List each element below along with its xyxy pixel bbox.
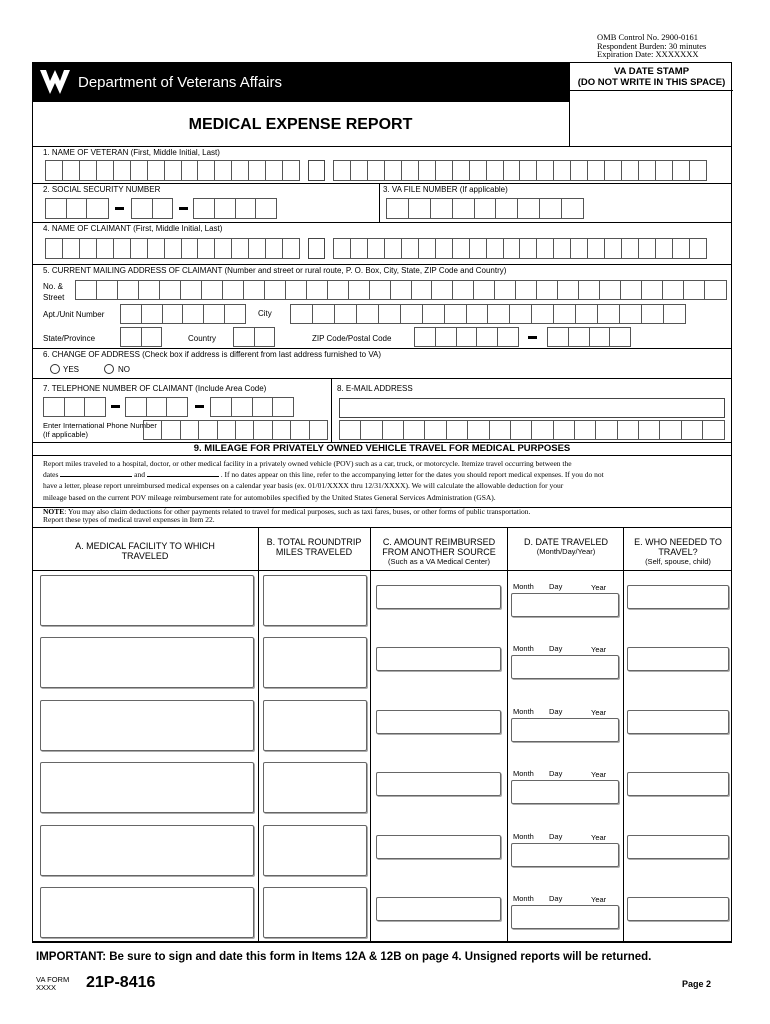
dates-from-blank[interactable] <box>60 476 132 477</box>
phone-prefix-field[interactable] <box>125 397 188 417</box>
zip-label: ZIP Code/Postal Code <box>312 334 392 343</box>
who-traveled-field[interactable] <box>627 585 729 609</box>
apt-unit-label: Apt./Unit Number <box>43 310 105 319</box>
instructions-line-1: Report miles traveled to a hospital, doctor, or other medical facility in a privately owned vehicle (POV) such as a car, truck, or motorcycle. Itemize travel occurring between the <box>43 459 572 468</box>
email-field[interactable] <box>339 420 725 440</box>
va-file-number-field[interactable] <box>386 198 584 219</box>
va-date-stamp-area <box>569 62 732 147</box>
amount-reimbursed-field[interactable] <box>376 585 501 609</box>
date-traveled-field[interactable] <box>511 780 619 804</box>
amount-reimbursed-field[interactable] <box>376 772 501 796</box>
who-traveled-field[interactable] <box>627 647 729 671</box>
date-traveled-field[interactable] <box>511 655 619 679</box>
veteran-name-label: 1. NAME OF VETERAN (First, Middle Initial, Last) <box>43 148 220 157</box>
email-top-field[interactable] <box>339 398 725 418</box>
medical-facility-field[interactable] <box>40 762 254 813</box>
instructions-line-3: have a letter, please report unreimbursed medical expenses on a calendar year basis (ex. 01/01/XXXX thru 12/31/XXXX). We will calculate the allowable deduction for your <box>43 481 564 491</box>
state-field[interactable] <box>120 327 162 347</box>
claimant-last-name-field[interactable] <box>333 238 707 259</box>
date-month-label: Month <box>513 832 534 841</box>
date-traveled-field[interactable] <box>511 593 619 617</box>
date-month-label: Month <box>513 769 534 778</box>
stamp-note: (DO NOT WRITE IN THIS SPACE) <box>577 77 726 88</box>
roundtrip-miles-field[interactable] <box>263 700 367 751</box>
roundtrip-miles-field[interactable] <box>263 575 367 626</box>
street-label: No. & Street <box>43 282 65 302</box>
medical-facility-field[interactable] <box>40 825 254 876</box>
telephone-label: 7. TELEPHONE NUMBER OF CLAIMANT (Include Area Code) <box>43 384 267 393</box>
zip-extension-field[interactable] <box>547 327 631 347</box>
international-phone-field[interactable] <box>143 420 328 440</box>
amount-reimbursed-field[interactable] <box>376 710 501 734</box>
page-title: MEDICAL EXPENSE REPORT <box>188 116 413 133</box>
date-day-label: Day <box>549 894 563 903</box>
medical-facility-field[interactable] <box>40 700 254 751</box>
omb-expiration-date: Expiration Date: XXXXXXX <box>597 49 699 59</box>
page-number: Page 2 <box>682 979 712 989</box>
omb-control-number: OMB Control No. 2900-0161 <box>597 32 699 42</box>
phone-line-field[interactable] <box>210 397 294 417</box>
country-label: Country <box>188 334 217 343</box>
who-traveled-field[interactable] <box>627 772 729 796</box>
column-b-header: B. TOTAL ROUNDTRIP MILES TRAVELED <box>266 537 362 557</box>
claimant-middle-initial-field[interactable] <box>308 238 325 259</box>
claimant-name-label: 4. NAME OF CLAIMANT (First, Middle Initial, Last) <box>43 224 223 233</box>
stamp-title: VA DATE STAMP <box>613 66 690 77</box>
ssn-part3-field[interactable] <box>193 198 277 219</box>
date-day-label: Day <box>549 582 563 591</box>
date-year-label: Year <box>591 770 607 779</box>
phone-area-code-field[interactable] <box>43 397 106 417</box>
yes-label: YES <box>63 365 80 374</box>
change-address-yes-radio[interactable] <box>50 364 60 374</box>
date-year-label: Year <box>591 583 607 592</box>
change-address-no-radio[interactable] <box>104 364 114 374</box>
column-e-header: E. WHO NEEDED TO TRAVEL? (Self, spouse, child) <box>634 537 722 566</box>
instructions-line-4: mileage based on the current POV mileage reimbursement rate for automobiles specified by the United States General Services Administration (GSA). <box>43 492 496 502</box>
column-d-header: D. DATE TRAVELED (Month/Day/Year) <box>523 537 609 556</box>
section-9-note: NOTE: You may also claim deductions for other payments related to travel for medical purposes, such as taxi fares, buses, or other forms of public transportation. Report these types of medical travel expenses in Item 22. <box>43 507 531 524</box>
veteran-first-name-field[interactable] <box>45 160 300 181</box>
amount-reimbursed-field[interactable] <box>376 647 501 671</box>
amount-reimbursed-field[interactable] <box>376 835 501 859</box>
email-label: 8. E-MAIL ADDRESS <box>337 384 413 393</box>
street-address-field[interactable] <box>75 280 727 300</box>
state-label: State/Province <box>43 334 96 343</box>
zip-field[interactable] <box>414 327 519 347</box>
section-9-instructions <box>43 458 729 503</box>
date-traveled-field[interactable] <box>511 843 619 867</box>
instructions-line-2: dates and . If no dates appear on this line, refer to the accompanying letter for the dates you should report medical expenses. If you do not <box>43 470 604 480</box>
important-notice: IMPORTANT: Be sure to sign and date this form in Items 12A & 12B on page 4. Unsigned reports will be returned. <box>36 951 652 963</box>
country-field[interactable] <box>233 327 275 347</box>
roundtrip-miles-field[interactable] <box>263 762 367 813</box>
form-label: VA FORM XXXX <box>36 975 70 992</box>
omb-respondent-burden: Respondent Burden: 30 minutes <box>597 40 707 51</box>
medical-facility-field[interactable] <box>40 887 254 938</box>
va-file-number-label: 3. VA FILE NUMBER (If applicable) <box>383 185 508 194</box>
date-traveled-field[interactable] <box>511 718 619 742</box>
veteran-middle-initial-field[interactable] <box>308 160 325 181</box>
date-month-label: Month <box>513 582 534 591</box>
no-label: NO <box>118 365 130 374</box>
amount-reimbursed-field[interactable] <box>376 897 501 921</box>
roundtrip-miles-field[interactable] <box>263 887 367 938</box>
veteran-last-name-field[interactable] <box>333 160 707 181</box>
date-year-label: Year <box>591 833 607 842</box>
ssn-label: 2. SOCIAL SECURITY NUMBER <box>43 185 161 194</box>
ssn-part2-field[interactable] <box>131 198 173 219</box>
who-traveled-field[interactable] <box>627 710 729 734</box>
omb-block <box>597 33 706 59</box>
note-label: NOTE <box>43 507 65 516</box>
mailing-address-label: 5. CURRENT MAILING ADDRESS OF CLAIMANT (Number and street or rural route, P. O. Box, City, State, ZIP Code and Country) <box>43 266 507 275</box>
date-day-label: Day <box>549 832 563 841</box>
apt-unit-field[interactable] <box>120 304 246 324</box>
date-year-label: Year <box>591 645 607 654</box>
date-year-label: Year <box>591 895 607 904</box>
date-day-label: Day <box>549 769 563 778</box>
date-month-label: Month <box>513 644 534 653</box>
date-month-label: Month <box>513 707 534 716</box>
date-day-label: Day <box>549 644 563 653</box>
date-year-label: Year <box>591 708 607 717</box>
roundtrip-miles-field[interactable] <box>263 637 367 688</box>
medical-facility-field[interactable] <box>40 575 254 626</box>
dates-to-blank[interactable] <box>147 476 219 477</box>
international-phone-label: Enter International Phone Number (If applicable) <box>43 421 157 439</box>
column-c-header: C. AMOUNT REIMBURSED FROM ANOTHER SOURCE (Such as a VA Medical Center) <box>382 537 496 566</box>
agency-name: Department of Veterans Affairs <box>78 74 283 91</box>
city-field[interactable] <box>290 304 686 324</box>
date-month-label: Month <box>513 894 534 903</box>
who-traveled-field[interactable] <box>627 835 729 859</box>
change-of-address-label: 6. CHANGE OF ADDRESS (Check box if address is different from last address furnished to VA) <box>43 350 382 359</box>
form-number: 21P-8416 <box>86 974 156 991</box>
who-traveled-field[interactable] <box>627 897 729 921</box>
city-label: City <box>258 309 272 318</box>
section-9-title: 9. MILEAGE FOR PRIVATELY OWNED VEHICLE TRAVEL FOR MEDICAL PURPOSES <box>193 443 571 454</box>
date-traveled-field[interactable] <box>511 905 619 929</box>
medical-facility-field[interactable] <box>40 637 254 688</box>
claimant-first-name-field[interactable] <box>45 238 300 259</box>
ssn-part1-field[interactable] <box>45 198 109 219</box>
column-a-header: A. MEDICAL FACILITY TO WHICH TRAVELED <box>75 541 215 561</box>
roundtrip-miles-field[interactable] <box>263 825 367 876</box>
date-day-label: Day <box>549 707 563 716</box>
